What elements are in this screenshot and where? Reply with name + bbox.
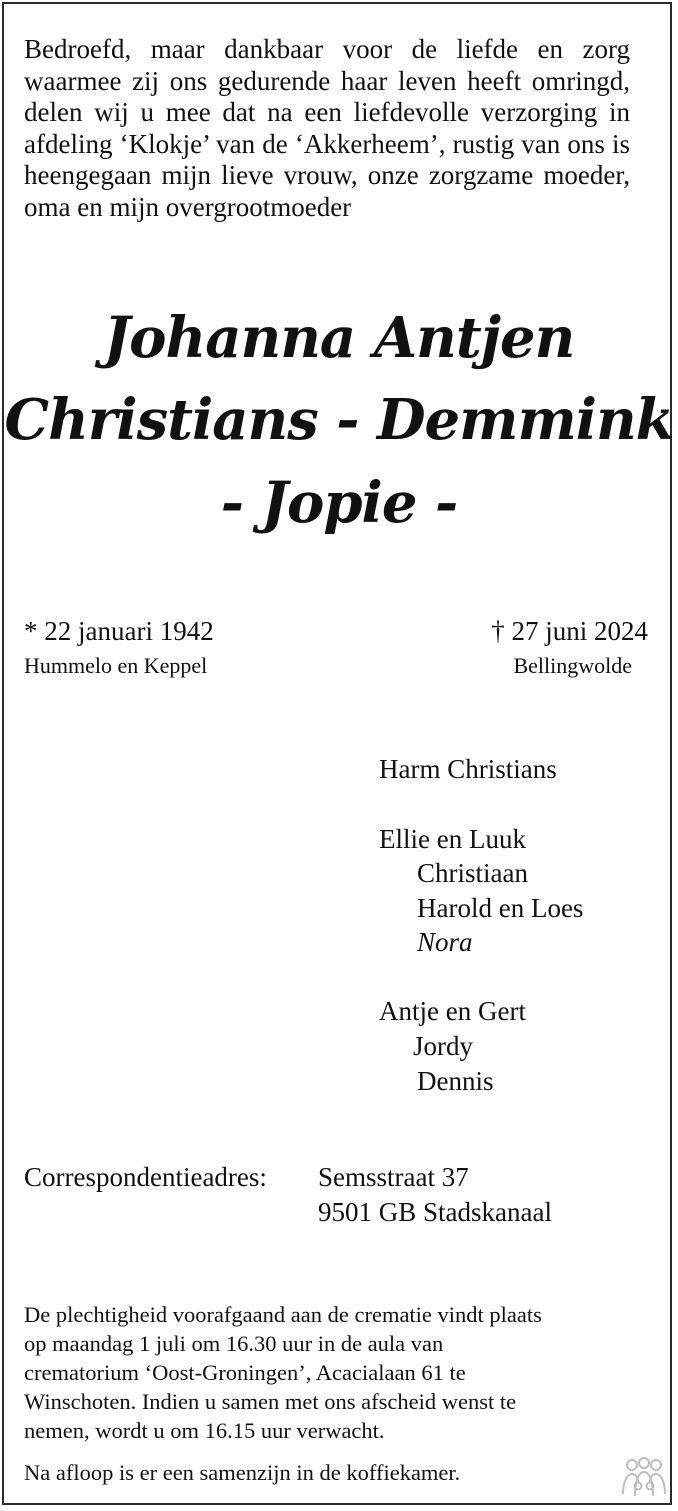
intro-line: Bedroefd, maar dankbaar voor de liefde en zorg [24,34,630,64]
correspondence-label: Correspondentieadres: [24,1162,267,1192]
deceased-nickname: - Jopie - [220,470,458,536]
intro-line: verzorging in afdeling ‘Klokje’ van de ‘Akkerheem’, [24,97,631,159]
ceremony-line: De plechtigheid voorafgaand aan de crematie vindt plaats [24,1302,542,1327]
family-parents: Antje en Gert [379,996,526,1026]
family-child: Jordy [413,1031,473,1061]
deceased-name-line1: Johanna Antjen [103,305,575,371]
intro-line: omringd, delen wij u mee dat na een liefdevolle [24,65,630,127]
ceremony-line: crematorium ‘Oost-Groningen’, Acacialaan 61 te [24,1360,466,1385]
ceremony-text [24,1300,644,1445]
family-child: Dennis [417,1066,494,1096]
correspondence-street: Semsstraat 37 [318,1162,469,1192]
birth-place: Hummelo en Keppel [24,653,208,678]
intro-line: rustig van ons is heengegaan mijn lieve vrouw, onze [24,128,630,190]
deceased-name-line2: Christians - Demmink [4,387,674,453]
family-parents: Ellie en Luuk [379,824,526,854]
family-child: Harold en Loes [417,893,584,923]
intro-text [24,34,630,223]
death-date: † 27 juni 2024 [491,616,648,646]
intro-line: zorgzame moeder, oma en mijn overgrootmoeder [24,160,630,222]
ceremony-line: Winschoten. Indien u samen met ons afscheid wenst te [24,1389,517,1414]
correspondence-city: 9501 GB Stadskanaal [318,1197,552,1227]
family-great-grandchild: Nora [417,927,473,957]
birth-date: * 22 januari 1942 [24,616,214,646]
family-spouse: Harm Christians [379,754,557,784]
ceremony-line: nemen, wordt u om 16.15 uur verwacht. [24,1418,385,1443]
after-ceremony-text: Na afloop is er een samenzijn in de koffiekamer. [24,1460,461,1485]
death-place: Bellingwolde [513,653,632,678]
family-child: Christiaan [417,858,528,888]
intro-line: waarmee zij ons gedurende haar leven heeft [24,65,522,96]
notice-border [2,2,672,1505]
people-group-icon [618,1456,670,1500]
ceremony-line: op maandag 1 juli om 16.30 uur in de aula van [24,1331,444,1356]
